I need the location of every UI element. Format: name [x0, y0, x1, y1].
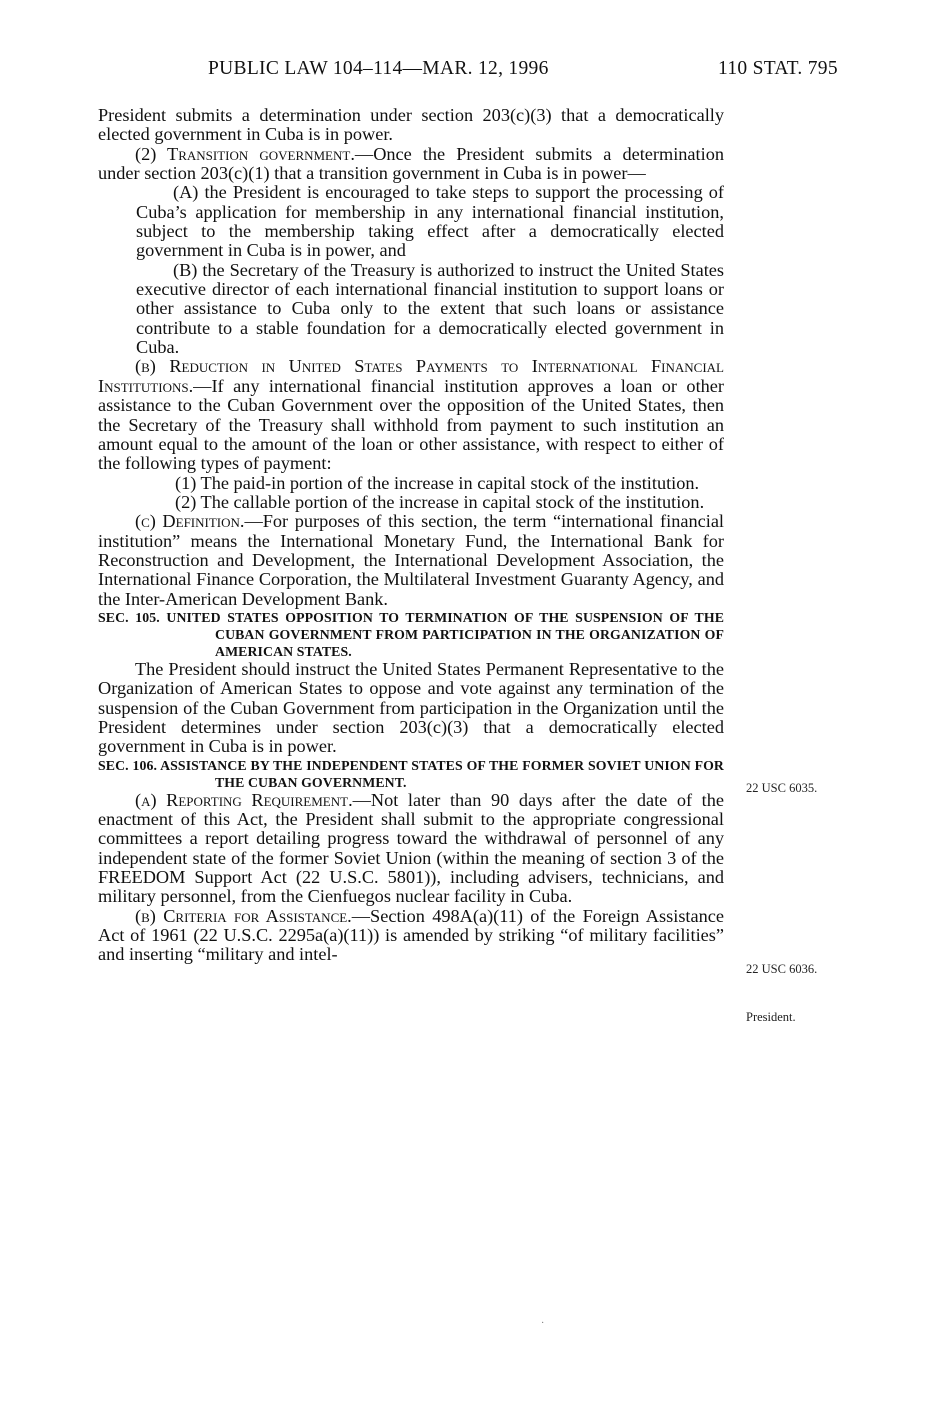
- section-105-heading: SEC. 105. UNITED STATES OPPOSITION TO TERMINATION OF THE SUSPENSION OF THE CUBAN GOVERNMENT FROM PARTICIPATION IN THE ORGANIZATION OF AMERICAN STATES.: [98, 609, 724, 659]
- paragraph-text: —Not later than 90 days after the date of the enactment of this Act, the President shall submit to the appropriate congressional committees a report detailing progress toward the withdrawal of personnel of any independent state of the former Soviet Union (within the meaning of section 3 of the FREEDOM Support Act (22 U.S.C. 5801)), including advisers, technicians, and military personnel, from the Cienfuegos nuclear facility in Cuba.: [98, 789, 724, 907]
- paragraph-heading: (c) Definition.: [135, 511, 245, 532]
- paragraph-text: —For purposes of this section, the term “international financial institution” means the International Monetary Fund, the International Bank for Reconstruction and Development, the International Development Association, the International Finance Corporation, the Multilateral Investment Guaranty Agency, and the Inter-American Development Bank.: [98, 511, 725, 609]
- header-page-number: 110 STAT. 795: [718, 58, 838, 79]
- paragraph-text: —If any international financial institution approves a loan or other assistance to the Cuban Government over the opposition of the United States, then the Secretary of the Treasury shall withhold from payment to such institution an amount equal to the amount of the loan or other assistance, with respect to either of the following types of payment:: [98, 375, 724, 474]
- section-106-heading: SEC. 106. ASSISTANCE BY THE INDEPENDENT STATES OF THE FORMER SOVIET UNION FOR THE CUBAN GOVERNMENT.: [98, 757, 724, 790]
- header-citation: PUBLIC LAW 104–114—MAR. 12, 1996: [208, 58, 549, 79]
- paragraph-heading: (b) Reduction in United States Payments to International Financial Institutions.: [98, 356, 724, 396]
- paragraph-heading: (2) Transition government.: [135, 143, 355, 164]
- subparagraph-a: (A) the President is encouraged to take steps to support the processing of Cuba’s application for membership in any international financial institution, subject to the membership taking effect after a democratically elected government in Cuba is in power, and: [136, 182, 724, 261]
- paragraph-heading: (a) Reporting Requirement.: [135, 789, 353, 810]
- clause-2: (2) The callable portion of the increase in capital stock of the institution.: [175, 491, 705, 512]
- paragraph-continuation: President submits a determination under section 203(c)(3) that a democratically elected government in Cuba is in power.: [98, 105, 724, 145]
- margin-note-president: President.: [746, 1010, 796, 1024]
- running-header: [0, 58, 943, 88]
- clause-1: (1) The paid-in portion of the increase in capital stock of the institution.: [175, 472, 700, 493]
- margin-note-sec106: 22 USC 6036.: [746, 962, 818, 976]
- paragraph-definition: [98, 512, 724, 609]
- paragraph-reporting-requirement: [98, 791, 724, 907]
- section-105-text: The President should instruct the United States Permanent Representative to the Organization of American States to oppose and vote against any termination of the suspension of the Cuban Government from participation in the Organization until the President determines under section 203(c)(3) that a democratically elected government in Cuba is in power.: [98, 658, 724, 757]
- subparagraph-b: (B) the Secretary of the Treasury is authorized to instruct the United States executive director of each international financial institution to support loans or other assistance to Cuba only to the extent that such loans or assistance contribute to a stable foundation for a democratically elected government in Cuba.: [136, 259, 724, 358]
- paragraph-transition-government: [98, 145, 724, 184]
- paragraph-criteria-assistance: [98, 907, 724, 965]
- paragraph-heading: (b) Criteria for Assistance.: [135, 905, 352, 926]
- body-text: [98, 106, 724, 965]
- paragraph-reduction-payments: [98, 357, 724, 473]
- paragraph-text: —Section 498A(a)(11) of the Foreign Assistance Act of 1961 (22 U.S.C. 2295a(a)(11)) is amended by striking “of military facilities” and inserting “military and intel-: [98, 905, 724, 965]
- paragraph-text: —Once the President submits a determination under section 203(c)(1) that a transition government in Cuba is in power—: [98, 143, 724, 184]
- margin-note-sec105: 22 USC 6035.: [746, 781, 818, 795]
- scan-speck: ·: [541, 1318, 545, 1329]
